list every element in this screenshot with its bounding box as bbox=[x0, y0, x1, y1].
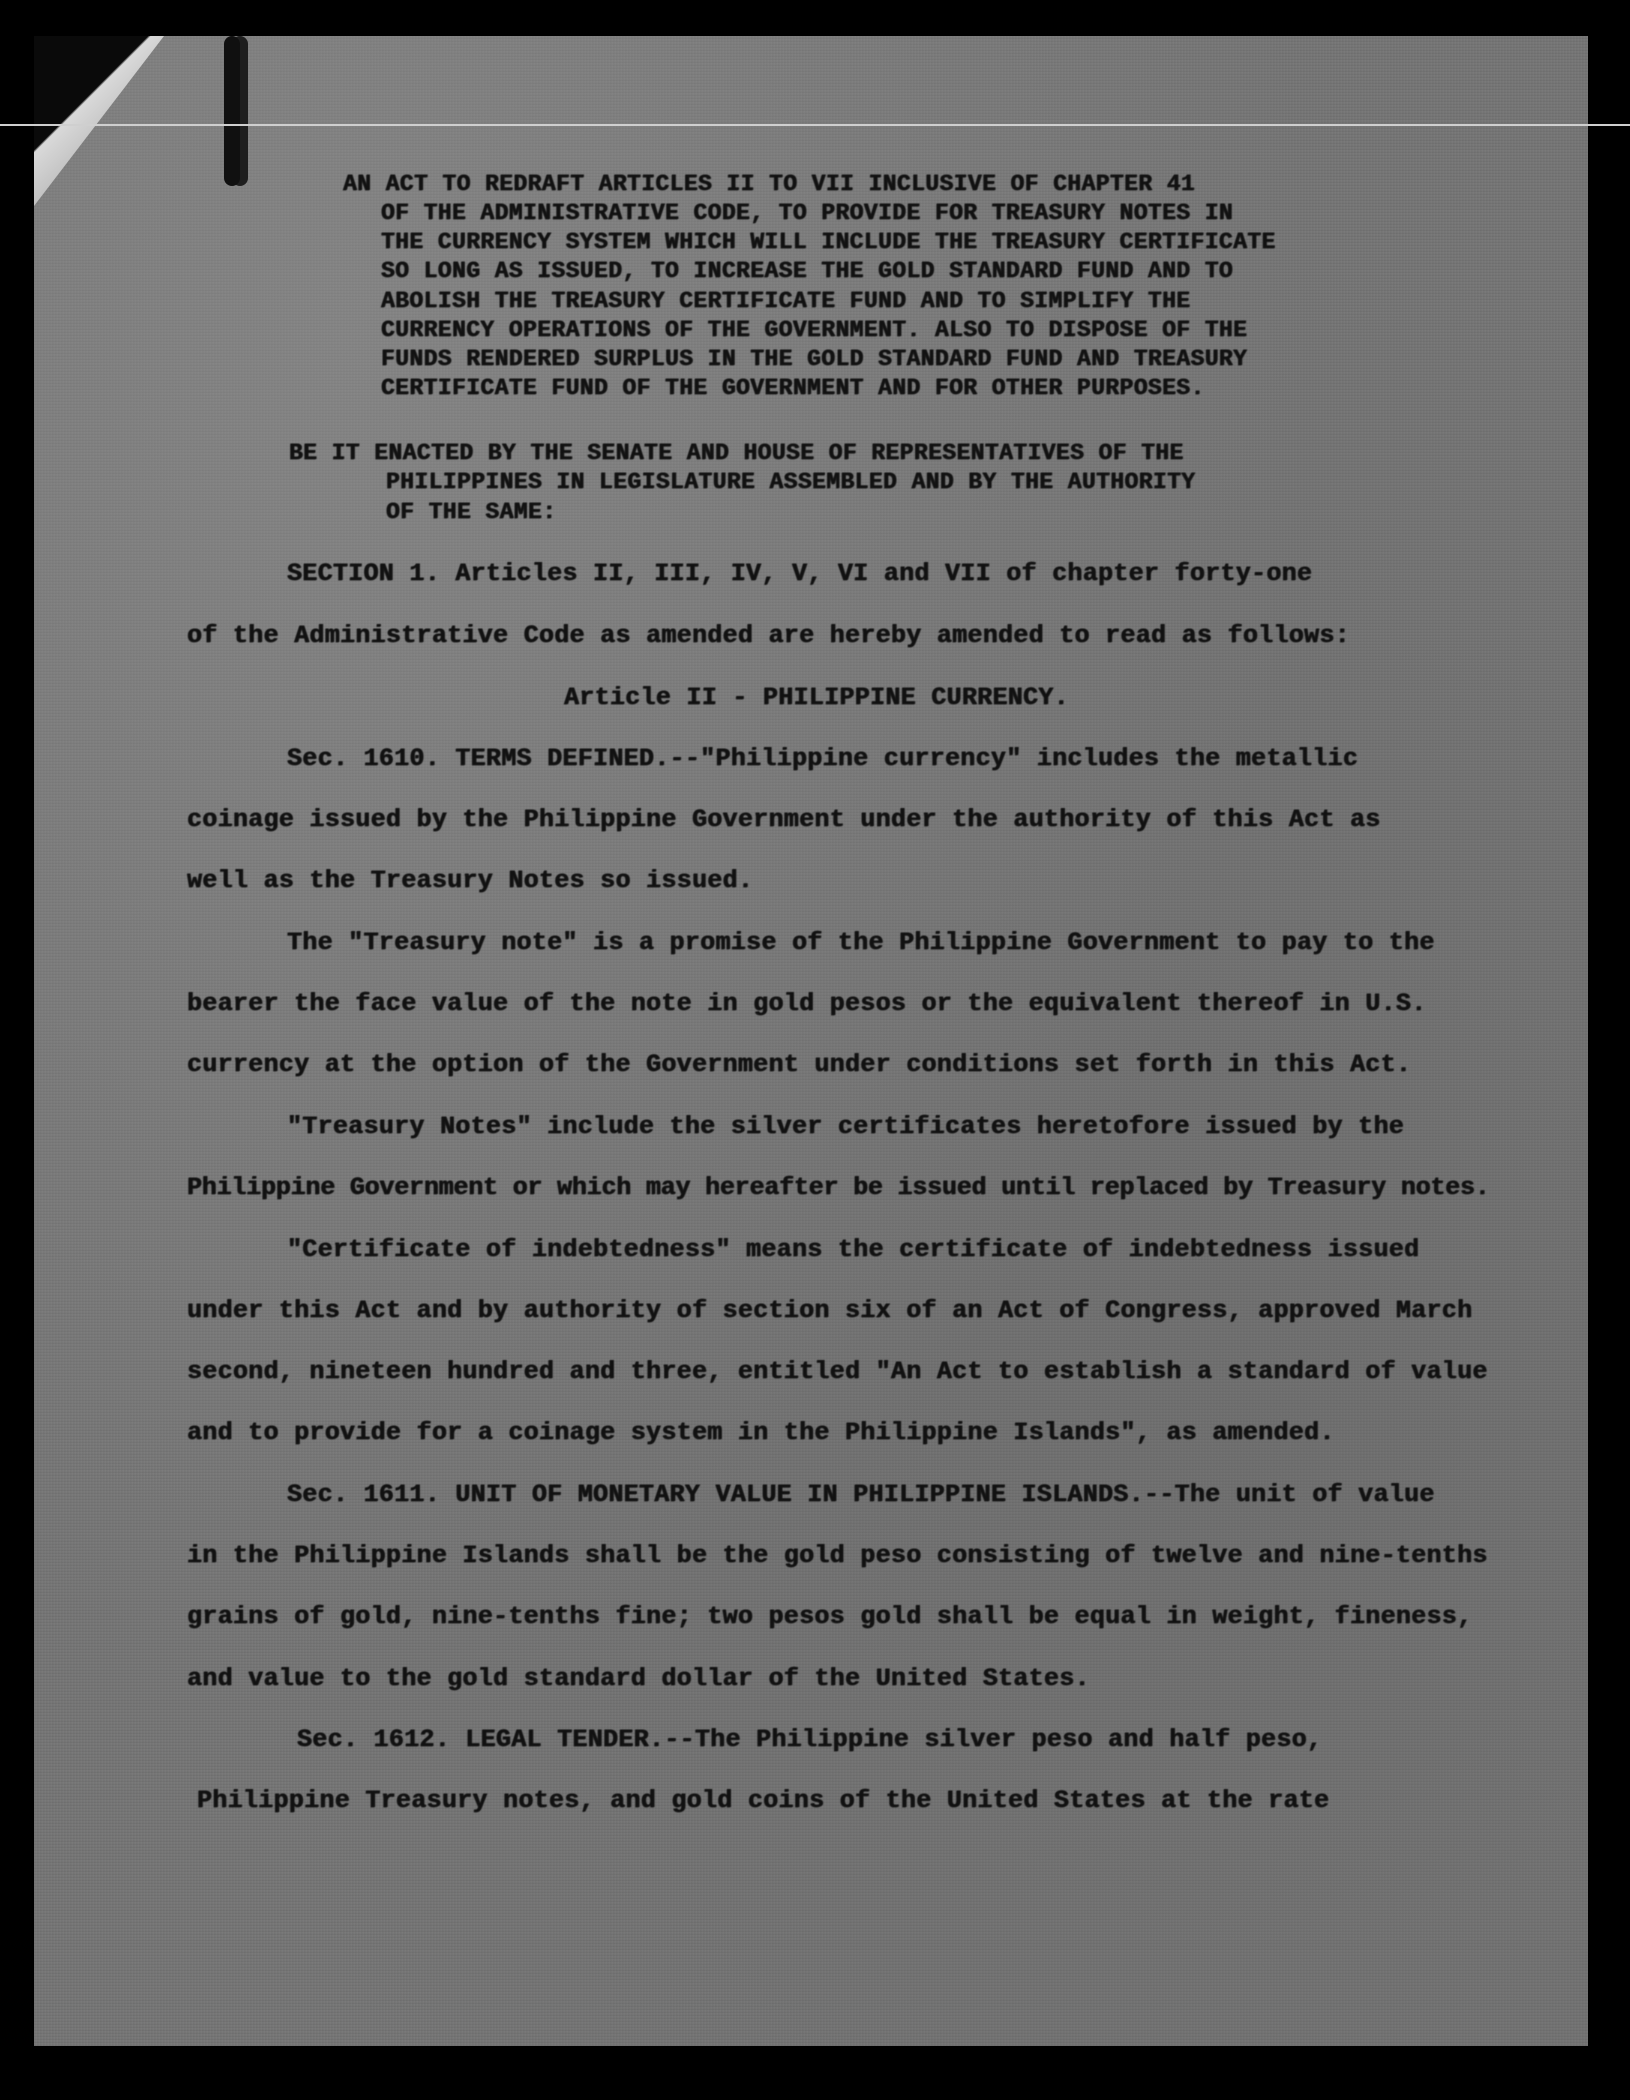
document-page bbox=[34, 36, 1588, 2046]
section-heading: SECTION 1. Articles II, III, IV, V, VI and VII of chapter forty-one bbox=[287, 559, 1313, 588]
body-line: Sec. 1611. UNIT OF MONETARY VALUE IN PHILIPPINE ISLANDS.--The unit of value bbox=[287, 1480, 1435, 1509]
body-line: Philippine Treasury notes, and gold coins of the United States at the rate bbox=[197, 1786, 1330, 1815]
body-line: Sec. 1612. LEGAL TENDER.--The Philippine silver peso and half peso, bbox=[297, 1725, 1323, 1754]
body-line: in the Philippine Islands shall be the gold peso consisting of twelve and nine-tenths bbox=[187, 1541, 1488, 1570]
title-line: CERTIFICATE FUND OF THE GOVERNMENT AND FOR OTHER PURPOSES. bbox=[381, 375, 1205, 401]
body-line: and to provide for a coinage system in the Philippine Islands", as amended. bbox=[187, 1418, 1335, 1447]
body-line: coinage issued by the Philippine Government under the authority of this Act as bbox=[187, 805, 1381, 834]
body-line: Sec. 1610. TERMS DEFINED.--"Philippine currency" includes the metallic bbox=[287, 744, 1359, 773]
body-line: grains of gold, nine-tenths fine; two pesos gold shall be equal in weight, fineness, bbox=[187, 1602, 1473, 1631]
body-line: "Treasury Notes" include the silver certificates heretofore issued by the bbox=[287, 1112, 1405, 1141]
title-line: ABOLISH THE TREASURY CERTIFICATE FUND AND TO SIMPLIFY THE bbox=[381, 288, 1191, 314]
article-heading: Article II - PHILIPPINE CURRENCY. bbox=[564, 683, 1069, 712]
enacting-clause-line: BE IT ENACTED BY THE SENATE AND HOUSE OF REPRESENTATIVES OF THE bbox=[289, 440, 1184, 466]
title-line: THE CURRENCY SYSTEM WHICH WILL INCLUDE THE TREASURY CERTIFICATE bbox=[381, 229, 1276, 255]
body-line: under this Act and by authority of section six of an Act of Congress, approved March bbox=[187, 1296, 1473, 1325]
body-line: bearer the face value of the note in gold pesos or the equivalent thereof in U.S. bbox=[187, 989, 1427, 1018]
body-line: and value to the gold standard dollar of the United States. bbox=[187, 1664, 1090, 1693]
title-line: CURRENCY OPERATIONS OF THE GOVERNMENT. ALSO TO DISPOSE OF THE bbox=[381, 317, 1248, 343]
body-line: of the Administrative Code as amended are hereby amended to read as follows: bbox=[187, 621, 1350, 650]
enacting-clause-line: PHILIPPINES IN LEGISLATURE ASSEMBLED AND BY THE AUTHORITY bbox=[386, 469, 1196, 495]
body-line: second, nineteen hundred and three, entitled "An Act to establish a standard of value bbox=[187, 1357, 1488, 1386]
body-line: "Certificate of indebtedness" means the certificate of indebtedness issued bbox=[287, 1235, 1420, 1264]
title-line: OF THE ADMINISTRATIVE CODE, TO PROVIDE FOR TREASURY NOTES IN bbox=[381, 200, 1234, 226]
title-line: SO LONG AS ISSUED, TO INCREASE THE GOLD STANDARD FUND AND TO bbox=[381, 258, 1234, 284]
folded-corner bbox=[34, 36, 164, 206]
body-line: The "Treasury note" is a promise of the Philippine Government to pay to the bbox=[287, 928, 1435, 957]
title-line: AN ACT TO REDRAFT ARTICLES II TO VII INCLUSIVE OF CHAPTER 41 bbox=[343, 171, 1196, 197]
enacting-clause-line: OF THE SAME: bbox=[386, 499, 557, 525]
scan-artifact-line bbox=[0, 124, 1630, 126]
body-line: Philippine Government or which may hereafter be issued until replaced by Treasury notes. bbox=[187, 1173, 1490, 1202]
staple-mark bbox=[224, 36, 240, 186]
title-line: FUNDS RENDERED SURPLUS IN THE GOLD STANDARD FUND AND TREASURY bbox=[381, 346, 1248, 372]
body-line: currency at the option of the Government under conditions set forth in this Act. bbox=[187, 1050, 1412, 1079]
body-line: well as the Treasury Notes so issued. bbox=[187, 866, 754, 895]
